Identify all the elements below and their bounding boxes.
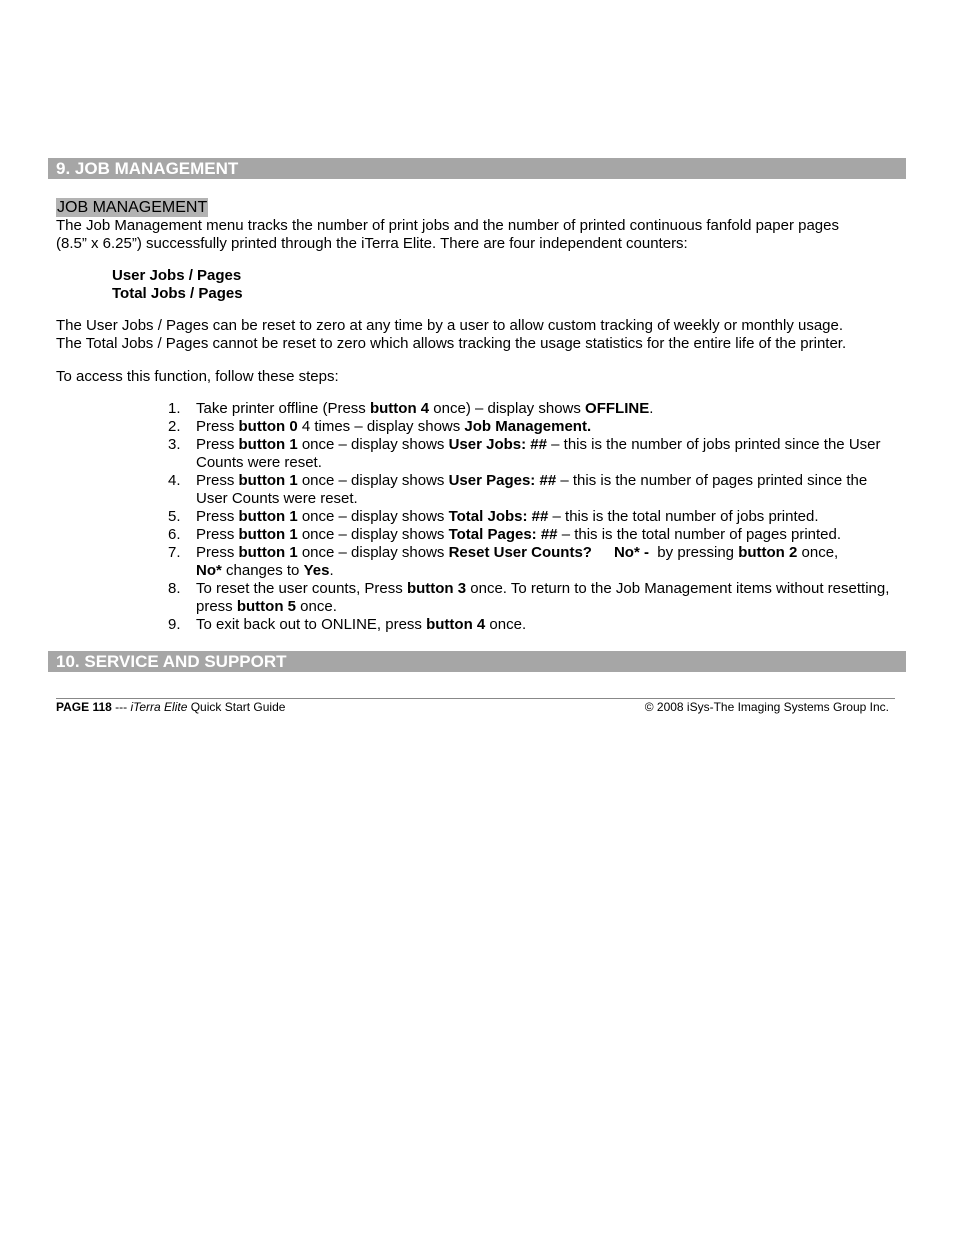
- step-number: 1.: [168, 400, 181, 417]
- step-text: by pressing: [648, 544, 739, 561]
- step-number: 5.: [168, 508, 181, 525]
- step-bold: Reset User Counts?: [448, 544, 592, 561]
- counter-list: [112, 267, 243, 303]
- step-text: changes to: [221, 562, 304, 579]
- section-heading-service-support: [48, 651, 906, 672]
- list-item: [168, 400, 903, 418]
- step-bold: OFFLINE: [585, 400, 650, 417]
- step-bold: button 0: [238, 418, 298, 435]
- step-text: – this is the total number of pages printed.: [557, 526, 842, 543]
- footer-divider: [56, 698, 895, 699]
- step-number: 8.: [168, 580, 181, 597]
- step-text: To reset the user counts, Press: [196, 580, 407, 597]
- intro-line-2: (8.5” x 6.25”) successfully printed through the iTerra Elite. There are four independent counters:: [56, 235, 688, 252]
- footer-page-info: [56, 700, 285, 715]
- step-bold: Total Jobs: ##: [448, 508, 549, 525]
- list-item: [168, 508, 903, 526]
- step-bold: Total Pages: ##: [448, 526, 558, 543]
- product-name: iTerra Elite: [130, 700, 188, 714]
- step-text: once – display shows: [297, 436, 449, 453]
- subheading: JOB MANAGEMENT: [57, 199, 208, 216]
- step-bold: button 1: [238, 436, 298, 453]
- step-text: once.: [296, 598, 337, 615]
- section-heading-text: 9. JOB MANAGEMENT: [56, 159, 239, 178]
- step-number: 3.: [168, 436, 181, 453]
- list-item: [168, 472, 903, 508]
- step-number: 9.: [168, 616, 181, 633]
- section-heading-text: 10. SERVICE AND SUPPORT: [56, 652, 287, 671]
- step-text: once – display shows: [297, 526, 449, 543]
- step-text: once,: [797, 544, 839, 561]
- reset-paragraph: [56, 317, 906, 353]
- step-text: once. To return to the Job Management items without resetting, press: [196, 580, 890, 615]
- step-bold: No*: [196, 562, 222, 579]
- step-bold: button 4: [369, 400, 430, 417]
- footer-separator: ---: [111, 700, 131, 714]
- footer-copyright: © 2008 iSys-The Imaging Systems Group Inc.: [644, 700, 889, 714]
- step-text: Press: [196, 508, 239, 525]
- intro-line-1: The Job Management menu tracks the number of print jobs and the number of printed continuous fanfold paper pages: [56, 217, 839, 234]
- step-bold: button 3: [406, 580, 467, 597]
- step-text: once – display shows: [297, 544, 449, 561]
- step-number: 2.: [168, 418, 181, 435]
- list-item: [168, 436, 903, 472]
- step-text: 4 times – display shows: [297, 418, 465, 435]
- step-text: Press: [196, 436, 239, 453]
- step-number: 7.: [168, 544, 181, 561]
- step-bold: No* -: [613, 544, 649, 561]
- step-text: once.: [485, 616, 527, 633]
- step-bold: button 1: [238, 544, 298, 561]
- section-heading-job-management: [48, 158, 906, 179]
- step-text: Press: [196, 418, 239, 435]
- reset-line-1: The User Jobs / Pages can be reset to zero at any time by a user to allow custom tracking of weekly or monthly usage.: [56, 317, 844, 334]
- access-paragraph: To access this function, follow these steps:: [56, 368, 339, 385]
- step-bold: button 5: [236, 598, 297, 615]
- step-text: Press: [196, 526, 239, 543]
- step-bold: Job Management.: [464, 418, 592, 435]
- step-text: once – display shows: [297, 508, 449, 525]
- steps-list: [168, 400, 903, 634]
- list-item: [168, 616, 903, 634]
- step-text: once) – display shows: [429, 400, 586, 417]
- step-text: Press: [196, 544, 239, 561]
- step-bold: Yes: [303, 562, 330, 579]
- step-number: 4.: [168, 472, 181, 489]
- step-bold: User Pages: ##: [448, 472, 557, 489]
- list-item: [168, 580, 903, 616]
- step-bold: button 4: [426, 616, 486, 633]
- step-text: once – display shows: [297, 472, 449, 489]
- list-item: [168, 544, 903, 580]
- step-bold: User Jobs: ##: [448, 436, 547, 453]
- step-text: To exit back out to ONLINE, press: [196, 616, 427, 633]
- step-text: .: [649, 400, 654, 417]
- reset-line-2: The Total Jobs / Pages cannot be reset to zero which allows tracking the usage statistics for the entire life of the printer.: [56, 335, 847, 352]
- step-text: Take printer offline (Press: [196, 400, 370, 417]
- step-number: 6.: [168, 526, 181, 543]
- guide-name: Quick Start Guide: [187, 700, 286, 714]
- step-text: – this is the number of jobs printed since the User Counts were reset.: [196, 436, 881, 471]
- step-bold: button 1: [238, 508, 298, 525]
- page-number: PAGE 118: [56, 700, 112, 714]
- step-bold: button 1: [238, 472, 298, 489]
- list-item: [168, 526, 903, 544]
- counter-item: User Jobs / Pages: [112, 267, 242, 284]
- step-text: Press: [196, 472, 239, 489]
- step-bold: button 1: [238, 526, 298, 543]
- step-text: – this is the number of pages printed since the User Counts were reset.: [196, 472, 868, 507]
- step-bold: button 2: [738, 544, 798, 561]
- counter-item: Total Jobs / Pages: [112, 285, 243, 302]
- list-item: [168, 418, 903, 436]
- step-text: – this is the total number of jobs printed.: [548, 508, 819, 525]
- intro-paragraph: [56, 217, 906, 253]
- step-text: .: [329, 562, 334, 579]
